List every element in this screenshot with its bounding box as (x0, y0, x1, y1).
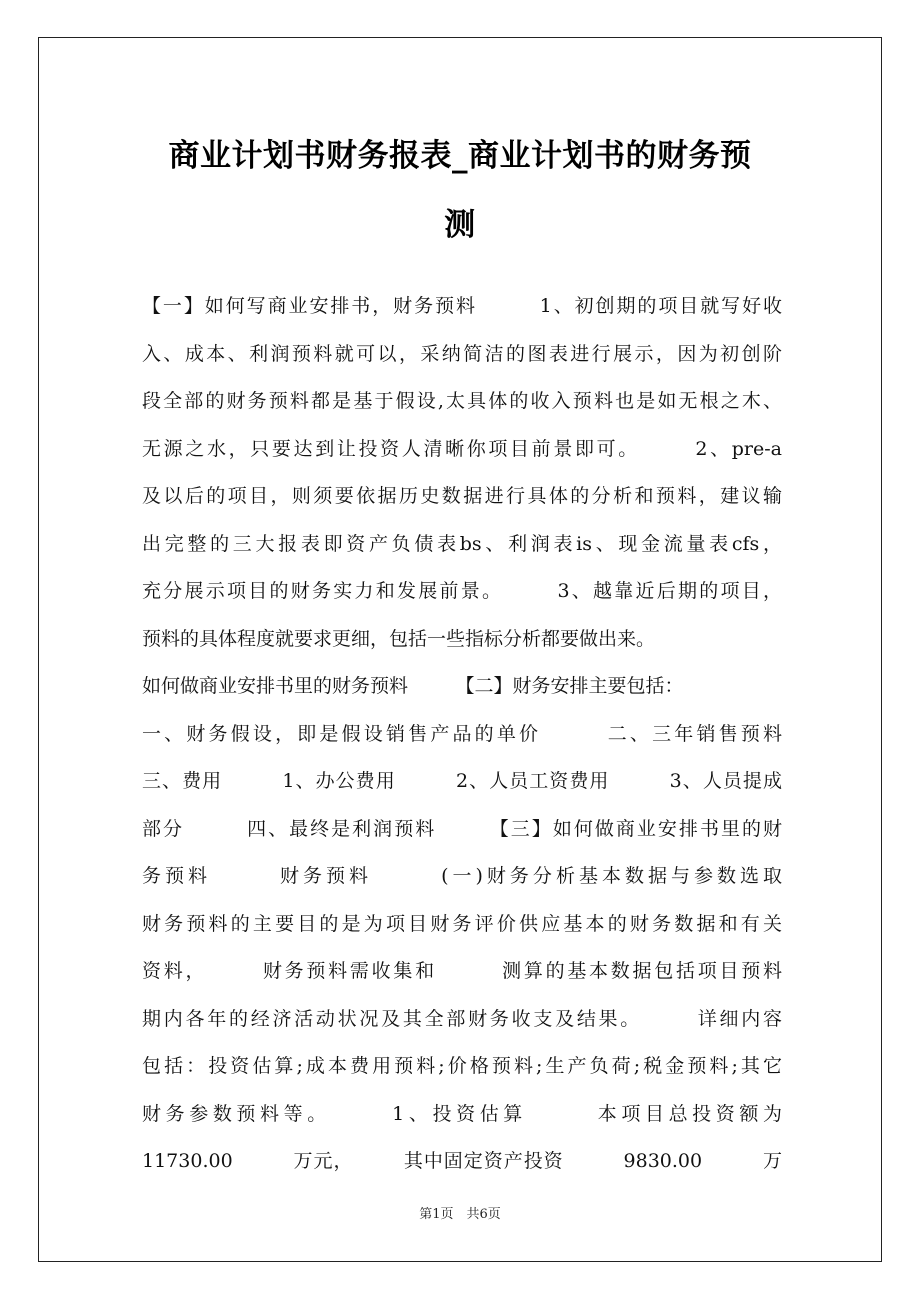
body-line: 段全部的财务预料都是基于假设,太具体的收入预料也是如无根之木、 (142, 390, 782, 412)
body-line: 无源之水，只要达到让投资人清晰你项目前景即可。 2、pre-a (142, 437, 782, 460)
body-line: 入、成本、利润预料就可以，采纳简洁的图表进行展示，因为初创阶 (142, 342, 782, 365)
body-line: 【一】如何写商业安排书，财务预料 1、初创期的项目就写好收 (142, 295, 782, 317)
body-line: 出完整的三大报表即资产负债表bs、利润表is、现金流量表cfs， (142, 532, 782, 555)
body-line: 如何做商业安排书里的财务预料 【二】财务安排主要包括： (142, 675, 684, 697)
body-line: 一、财务假设，即是假设销售产品的单价 二、三年销售预料 (142, 722, 782, 745)
document-title-line-2: 测 (444, 207, 476, 243)
body-line: 包括：投资估算;成本费用预料;价格预料;生产负荷;税金预料;其它 (142, 1055, 782, 1077)
body-line: 充分展示项目的财务实力和发展前景。 3、越靠近后期的项目， (142, 580, 782, 602)
body-line: 预料的具体程度就要求更细，包括一些指标分析都要做出来。 (142, 627, 656, 650)
body-line: 财务预料的主要目的是为项目财务评价供应基本的财务数据和有关 (142, 912, 782, 935)
body-line: 三、费用 1、办公费用 2、人员工资费用 3、人员提成 (142, 770, 782, 792)
body-line: 财务参数预料等。 1、投资估算 本项目总投资额为 (142, 1102, 782, 1125)
body-line: 务预料 财务预料 (一)财务分析基本数据与参数选取 (142, 865, 782, 887)
body-line: 资料， 财务预料需收集和 测算的基本数据包括项目预料 (142, 960, 782, 982)
body-line: 部分 四、最终是利润预料 【三】如何做商业安排书里的财 (142, 817, 782, 840)
document-title-line-1: 商业计划书财务报表_商业计划书的财务预 (168, 138, 752, 174)
body-line: 期内各年的经济活动状况及其全部财务收支及结果。 详细内容 (142, 1007, 782, 1030)
page-number-footer: 第1页 共6页 (419, 1207, 501, 1222)
body-line: 11730.00 万元， 其中固定资产投资 9830.00 万 (142, 1150, 782, 1172)
document-body (142, 283, 782, 1186)
body-line: 及以后的项目，则须要依据历史数据进行具体的分析和预料，建议输 (142, 485, 782, 507)
